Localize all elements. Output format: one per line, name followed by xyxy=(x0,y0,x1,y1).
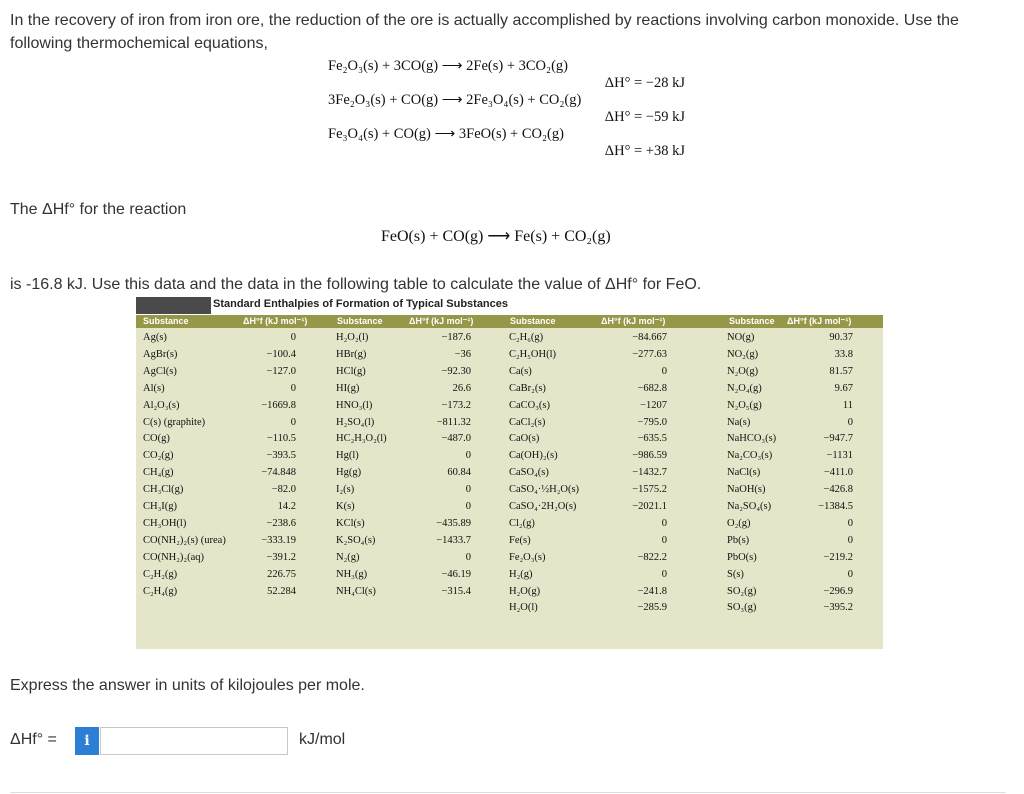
table-value: 11 xyxy=(842,399,853,411)
table-substance: HC₂H₃O₂(l) xyxy=(336,433,387,445)
table-substance: Na₂SO₄(s) xyxy=(727,501,772,512)
table-substance: CO(NH₂)₂(aq) xyxy=(143,551,204,563)
table-substance: CH₃OH(l) xyxy=(143,517,187,529)
table-substance: SO₃(g) xyxy=(727,602,757,614)
table-substance: C₂H₂(g) xyxy=(143,568,178,580)
table-substance: H₂O(g) xyxy=(509,585,541,597)
table-substance: CO₂(g) xyxy=(143,450,174,462)
table-value: −1669.8 xyxy=(261,399,296,411)
table-substance: C(s) (graphite) xyxy=(143,416,206,428)
table-substance: CaO(s) xyxy=(509,433,540,445)
table-substance: H₂(g) xyxy=(509,568,533,580)
table-substance: Ca(OH)₂(s) xyxy=(509,450,558,462)
table-value: −986.59 xyxy=(632,450,667,462)
table-value: −315.4 xyxy=(441,585,471,597)
table-substance: SO₂(g) xyxy=(727,585,757,597)
table-substance: NaOH(s) xyxy=(727,484,766,496)
table-substance: K(s) xyxy=(336,501,355,512)
table-substance: Pb(s) xyxy=(727,534,750,546)
table-substance: S(s) xyxy=(727,568,744,580)
table-value: −435.89 xyxy=(436,517,471,529)
table-value: −241.8 xyxy=(637,585,667,597)
table-substance: Hg(l) xyxy=(336,450,359,462)
table-value: −238.6 xyxy=(266,517,296,529)
table-value: 9.67 xyxy=(834,382,853,394)
table-substance: HBr(g) xyxy=(336,348,367,360)
table-value: −277.63 xyxy=(632,348,667,360)
thermochemical-equations xyxy=(328,58,693,160)
table-title: Standard Enthalpies of Formation of Typical Substances xyxy=(213,298,509,310)
table-value: −1432.7 xyxy=(632,467,667,479)
table-substance: NH₃(g) xyxy=(336,568,368,580)
table-substance: C₂H₆(g) xyxy=(509,332,544,343)
table-value: 0 xyxy=(290,416,296,428)
table-substance: H₂O(l) xyxy=(509,602,538,614)
table-substance: Hg(g) xyxy=(336,467,362,479)
table-substance: Fe(s) xyxy=(509,534,531,546)
table-value: 0 xyxy=(661,568,667,580)
table-substance: Al₂O₃(s) xyxy=(143,399,180,411)
table-substance: CaSO₄·½H₂O(s) xyxy=(509,484,580,496)
table-substance: N₂O₄(g) xyxy=(727,382,762,394)
table-value: −411.0 xyxy=(823,467,853,479)
table-substance: KCl(s) xyxy=(336,517,365,529)
table-value: −173.2 xyxy=(441,399,471,411)
table-value: 0 xyxy=(290,382,296,394)
table-value: −296.9 xyxy=(823,585,853,597)
table-substance: PbO(s) xyxy=(727,551,757,563)
table-value: −1131 xyxy=(826,450,853,462)
table-value: 0 xyxy=(661,365,667,377)
problem-intro: In the recovery of iron from iron ore, the reduction of the ore is actually accomplished by reactions involving carbon monoxide. Use the following thermochemical equations, xyxy=(10,12,959,52)
table-value: −46.19 xyxy=(441,568,471,580)
header-substance-1: Substance xyxy=(143,316,189,326)
table-substance: Al(s) xyxy=(143,382,165,394)
table-value: −1575.2 xyxy=(632,484,667,496)
table-value: −2021.1 xyxy=(632,501,667,512)
equation-1: Fe₂O₃(s) + 3CO(g) ⟶ 2Fe(s) + 3CO₂(g) xyxy=(328,58,568,74)
table-value: −84.667 xyxy=(632,332,667,343)
table-substance: NO(g) xyxy=(727,332,755,343)
table-substance: Fe₂O₃(s) xyxy=(509,551,546,563)
table-value: 26.6 xyxy=(452,382,471,394)
table-substance: CH₃I(g) xyxy=(143,501,177,512)
table-value: 0 xyxy=(465,501,471,512)
table-title-bar xyxy=(136,297,883,314)
table-value: −92.30 xyxy=(441,365,471,377)
table-substance: Na₂CO₃(s) xyxy=(727,450,773,462)
table-substance: N₂O(g) xyxy=(727,365,759,377)
table-body xyxy=(136,328,883,649)
table-value: −1207 xyxy=(640,399,667,411)
table-value: −333.19 xyxy=(261,534,296,546)
table-value: −393.5 xyxy=(266,450,296,462)
table-value: −682.8 xyxy=(637,382,667,394)
header-dh-4: ΔH°f (kJ mol⁻¹) xyxy=(787,316,852,326)
answer-label: ΔHf° = xyxy=(10,731,57,748)
equation-2: 3Fe₂O₃(s) + CO(g) ⟶ 2Fe₃O₄(s) + CO₂(g) xyxy=(328,92,582,108)
table-substance: K₂SO₄(s) xyxy=(336,534,376,546)
table-substance: N₂(g) xyxy=(336,551,360,563)
table-value: −947.7 xyxy=(823,433,853,445)
equation-2-enthalpy: ΔH° = −59 kJ xyxy=(604,109,685,125)
table-value: −82.0 xyxy=(271,484,296,496)
table-substance: CaCO₃(s) xyxy=(509,399,550,411)
table-substance: AgCl(s) xyxy=(143,365,177,377)
table-substance: O₂(g) xyxy=(727,517,751,529)
table-substance: Cl₂(g) xyxy=(509,517,535,529)
table-substance: CaCl₂(s) xyxy=(509,416,546,428)
table-value: 52.284 xyxy=(267,585,296,597)
table-value: 0 xyxy=(290,332,296,343)
table-value: −635.5 xyxy=(637,433,667,445)
table-value: −811.32 xyxy=(436,416,471,428)
table-value: 0 xyxy=(465,450,471,462)
table-substance: CaBr₂(s) xyxy=(509,382,546,394)
table-substance: N₂O₅(g) xyxy=(727,399,762,411)
table-substance: Na(s) xyxy=(727,416,751,428)
table-value: 81.57 xyxy=(829,365,853,377)
table-value: 90.37 xyxy=(829,332,853,343)
table-value: −1384.5 xyxy=(818,501,853,512)
table-value: −391.2 xyxy=(266,551,296,563)
table-header xyxy=(136,315,883,328)
table-substance: CO(g) xyxy=(143,433,170,445)
header-substance-4: Substance xyxy=(729,316,775,326)
table-value: 0 xyxy=(661,517,667,529)
table-value: −1433.7 xyxy=(436,534,471,546)
enthalpy-table xyxy=(136,297,883,649)
table-value: 0 xyxy=(661,534,667,546)
table-substance: C₂H₅OH(l) xyxy=(509,348,556,360)
equation-1-enthalpy: ΔH° = −28 kJ xyxy=(604,75,685,91)
dhf-sentence: is -16.8 kJ. Use this data and the data in the following table to calculate the value of ΔHf° for FeO. xyxy=(10,276,702,293)
table-value: −36 xyxy=(454,348,471,360)
equation-3-enthalpy: ΔH° = +38 kJ xyxy=(604,143,685,159)
table-value: −219.2 xyxy=(823,551,853,563)
header-dh-2: ΔH°f (kJ mol⁻¹) xyxy=(409,316,474,326)
table-value: −127.0 xyxy=(266,365,296,377)
bottom-divider xyxy=(10,792,1006,793)
table-value: −822.2 xyxy=(637,551,667,563)
answer-instructions: Express the answer in units of kilojoules per mole. xyxy=(10,677,365,694)
table-substance: CH₄(g) xyxy=(143,467,174,479)
table-substance: H₂O₂(l) xyxy=(336,332,369,343)
equation-3: Fe₃O₄(s) + CO(g) ⟶ 3FeO(s) + CO₂(g) xyxy=(328,126,564,142)
table-substance: HNO₃(l) xyxy=(336,399,373,411)
table-value: −395.2 xyxy=(823,602,853,614)
table-substance: NH₄Cl(s) xyxy=(336,585,376,597)
table-value: −187.6 xyxy=(441,332,471,343)
info-icon[interactable]: i xyxy=(75,727,99,755)
table-substance: NaHCO₃(s) xyxy=(727,433,777,445)
table-substance: CaSO₄·2H₂O(s) xyxy=(509,501,577,512)
dhf-label: The ΔHf° for the reaction xyxy=(10,201,187,218)
table-title-accent xyxy=(136,297,211,314)
table-substance: Ag(s) xyxy=(143,332,167,343)
table-substance: Ca(s) xyxy=(509,365,532,377)
table-substance: CaSO₄(s) xyxy=(509,467,549,479)
table-substance: AgBr(s) xyxy=(143,348,178,360)
header-substance-3: Substance xyxy=(510,316,556,326)
table-substance: CO(NH₂)₂(s) (urea) xyxy=(143,534,226,546)
answer-unit: kJ/mol xyxy=(299,731,346,748)
table-substance: CH₃Cl(g) xyxy=(143,484,184,496)
header-dh-1: ΔH°f (kJ mol⁻¹) xyxy=(243,316,308,326)
table-value: 0 xyxy=(465,484,471,496)
table-substance: I₂(s) xyxy=(336,484,355,496)
table-value: 14.2 xyxy=(277,501,296,512)
table-value: 33.8 xyxy=(834,348,853,360)
table-substance: H₂SO₄(l) xyxy=(336,416,375,428)
table-value: −110.5 xyxy=(266,433,296,445)
table-value: 226.75 xyxy=(267,568,296,580)
answer-input[interactable] xyxy=(100,727,288,755)
table-value: 0 xyxy=(847,517,853,529)
table-substance: NO₂(g) xyxy=(727,348,759,360)
table-substance: NaCl(s) xyxy=(727,467,761,479)
table-value: −795.0 xyxy=(637,416,667,428)
header-substance-2: Substance xyxy=(337,316,383,326)
table-value: 0 xyxy=(847,416,853,428)
table-value: −74.848 xyxy=(261,467,296,479)
header-dh-3: ΔH°f (kJ mol⁻¹) xyxy=(601,316,666,326)
table-value: 0 xyxy=(465,551,471,563)
table-substance: HCl(g) xyxy=(336,365,366,377)
table-value: −100.4 xyxy=(266,348,296,360)
table-value: −285.9 xyxy=(637,602,667,614)
table-value: −426.8 xyxy=(823,484,853,496)
table-value: 60.84 xyxy=(447,467,471,479)
table-value: 0 xyxy=(847,568,853,580)
target-reaction: FeO(s) + CO(g) ⟶ Fe(s) + CO₂(g) xyxy=(381,228,611,245)
table-value: 0 xyxy=(847,534,853,546)
table-substance: HI(g) xyxy=(336,382,360,394)
table-value: −487.0 xyxy=(441,433,471,445)
table-substance: C₂H₄(g) xyxy=(143,585,178,597)
